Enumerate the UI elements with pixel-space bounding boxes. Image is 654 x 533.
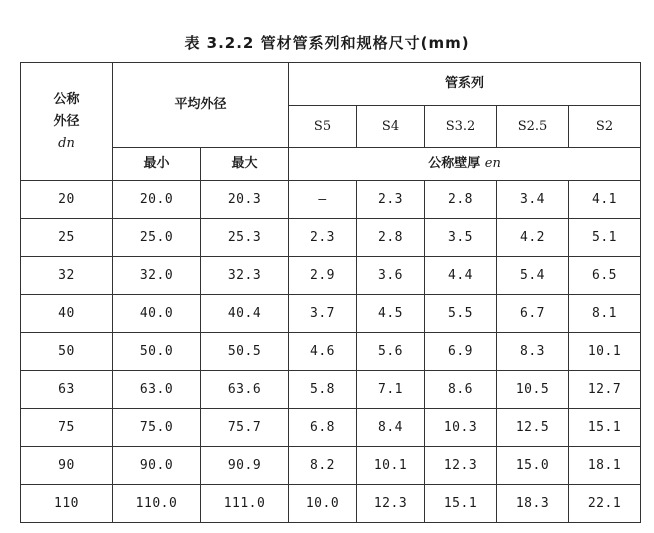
dn-cell: 25: [21, 219, 113, 257]
header-nominal-od: [21, 63, 113, 181]
dn-cell: 50: [21, 333, 113, 371]
s5-cell: 2.3: [289, 219, 357, 257]
header-series-s2: S2: [569, 106, 641, 148]
dn-cell: 110: [21, 485, 113, 523]
header-series-s2-5: S2.5: [497, 106, 569, 148]
min-od-cell: 32.0: [113, 257, 201, 295]
header-min: 最小: [113, 148, 201, 181]
s2-5-cell: 18.3: [497, 485, 569, 523]
s5-cell: 3.7: [289, 295, 357, 333]
min-od-cell: 63.0: [113, 371, 201, 409]
max-od-cell: 32.3: [201, 257, 289, 295]
s2-cell: 5.1: [569, 219, 641, 257]
s4-cell: 5.6: [357, 333, 425, 371]
s2-cell: 4.1: [569, 181, 641, 219]
header-wall-thickness: [289, 148, 641, 181]
s2-5-cell: 4.2: [497, 219, 569, 257]
s3-2-cell: 15.1: [425, 485, 497, 523]
pipe-spec-table: [20, 62, 641, 523]
s5-cell: 4.6: [289, 333, 357, 371]
header-wall-thickness-symbol: en: [484, 156, 501, 172]
table-row: [21, 295, 641, 333]
min-od-cell: 20.0: [113, 181, 201, 219]
min-od-cell: 110.0: [113, 485, 201, 523]
header-max: 最大: [201, 148, 289, 181]
max-od-cell: 40.4: [201, 295, 289, 333]
s3-2-cell: 2.8: [425, 181, 497, 219]
s4-cell: 12.3: [357, 485, 425, 523]
max-od-cell: 90.9: [201, 447, 289, 485]
max-od-cell: 25.3: [201, 219, 289, 257]
s4-cell: 2.3: [357, 181, 425, 219]
header-nominal-od-symbol: dn: [58, 135, 75, 151]
header-nominal-od-line1: 公称: [53, 91, 80, 107]
s2-5-cell: 3.4: [497, 181, 569, 219]
s2-5-cell: 8.3: [497, 333, 569, 371]
s4-cell: 8.4: [357, 409, 425, 447]
s3-2-cell: 6.9: [425, 333, 497, 371]
s2-5-cell: 12.5: [497, 409, 569, 447]
s4-cell: 4.5: [357, 295, 425, 333]
s2-5-cell: 6.7: [497, 295, 569, 333]
s2-cell: 22.1: [569, 485, 641, 523]
dn-cell: 75: [21, 409, 113, 447]
min-od-cell: 75.0: [113, 409, 201, 447]
s2-cell: 8.1: [569, 295, 641, 333]
dn-cell: 20: [21, 181, 113, 219]
s5-cell: 8.2: [289, 447, 357, 485]
max-od-cell: 111.0: [201, 485, 289, 523]
max-od-cell: 50.5: [201, 333, 289, 371]
header-series-s4: S4: [357, 106, 425, 148]
s2-cell: 18.1: [569, 447, 641, 485]
s3-2-cell: 10.3: [425, 409, 497, 447]
s3-2-cell: 12.3: [425, 447, 497, 485]
header-nominal-od-line2: 外径: [53, 113, 80, 129]
table-row: [21, 485, 641, 523]
dn-cell: 90: [21, 447, 113, 485]
min-od-cell: 50.0: [113, 333, 201, 371]
dn-cell: 32: [21, 257, 113, 295]
s4-cell: 2.8: [357, 219, 425, 257]
s4-cell: 3.6: [357, 257, 425, 295]
s4-cell: 7.1: [357, 371, 425, 409]
table-row: [21, 257, 641, 295]
table-row: [21, 371, 641, 409]
s5-cell: 6.8: [289, 409, 357, 447]
table-row: [21, 409, 641, 447]
header-series-s5: S5: [289, 106, 357, 148]
s2-cell: 6.5: [569, 257, 641, 295]
table-row: [21, 333, 641, 371]
max-od-cell: 63.6: [201, 371, 289, 409]
table-row: [21, 219, 641, 257]
s3-2-cell: 4.4: [425, 257, 497, 295]
table-row: [21, 447, 641, 485]
s2-5-cell: 10.5: [497, 371, 569, 409]
s2-cell: 12.7: [569, 371, 641, 409]
s2-5-cell: 15.0: [497, 447, 569, 485]
min-od-cell: 90.0: [113, 447, 201, 485]
header-series-s3-2: S3.2: [425, 106, 497, 148]
s4-cell: 10.1: [357, 447, 425, 485]
s2-cell: 15.1: [569, 409, 641, 447]
dn-cell: 63: [21, 371, 113, 409]
s3-2-cell: 5.5: [425, 295, 497, 333]
dn-cell: 40: [21, 295, 113, 333]
s5-cell: 10.0: [289, 485, 357, 523]
min-od-cell: 25.0: [113, 219, 201, 257]
header-pipe-series: 管系列: [289, 63, 641, 106]
s5-cell: 5.8: [289, 371, 357, 409]
min-od-cell: 40.0: [113, 295, 201, 333]
table-row: [21, 181, 641, 219]
table-caption: 表 3.2.2 管材管系列和规格尺寸(mm): [184, 34, 470, 52]
s2-cell: 10.1: [569, 333, 641, 371]
s2-5-cell: 5.4: [497, 257, 569, 295]
header-wall-thickness-label: 公称壁厚: [428, 156, 481, 172]
header-average-od: 平均外径: [113, 63, 289, 148]
s5-cell: —: [289, 181, 357, 219]
s3-2-cell: 3.5: [425, 219, 497, 257]
s5-cell: 2.9: [289, 257, 357, 295]
s3-2-cell: 8.6: [425, 371, 497, 409]
max-od-cell: 20.3: [201, 181, 289, 219]
max-od-cell: 75.7: [201, 409, 289, 447]
